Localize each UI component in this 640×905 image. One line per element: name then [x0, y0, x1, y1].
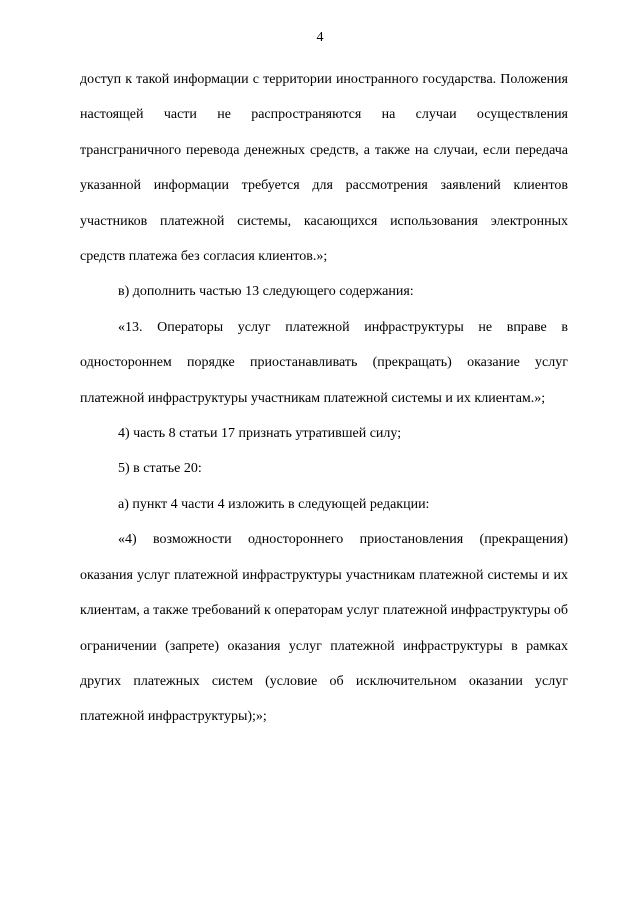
document-body — [80, 62, 568, 735]
paragraph-item-4: 4) часть 8 статьи 17 признать утратившей силу; — [118, 426, 402, 442]
paragraph-subitem-a: а) пункт 4 части 4 изложить в следующей редакции: — [118, 496, 430, 512]
page-number: 4 — [316, 30, 324, 45]
paragraph-continuation: доступ к такой информации с территории иностранного государства. Положения настоящей части не распространяются на случаи осуществления трансграничного перевода денежных средств, а также на случаи, если передача указанной информации требуется для рассмотрения заявлений клиентов участников платежной системы, касающихся использования электронных средств платежа без согласия клиентов.»; — [80, 72, 568, 265]
paragraph-item-5: 5) в статье 20: — [118, 461, 202, 477]
paragraph-quote-13: «13. Операторы услуг платежной инфраструктуры не вправе в одностороннем порядке приостанавливать (прекращать) оказание услуг платежной инфраструктуры участникам платежной системы и их клиентам.»; — [80, 319, 568, 406]
paragraph-subitem-v: в) дополнить частью 13 следующего содержания: — [118, 284, 414, 300]
paragraph-quote-4: «4) возможности одностороннего приостановления (прекращения) оказания услуг платежной инфраструктуры участникам платежной системы и их клиентам, а также требований к операторам услуг платежной инфраструктуры об ограничении (запрете) оказания услуг платежной инфраструктуры в рамках других платежных систем (условие об исключительном оказании услуг платежной инфраструктуры);»; — [80, 532, 568, 725]
